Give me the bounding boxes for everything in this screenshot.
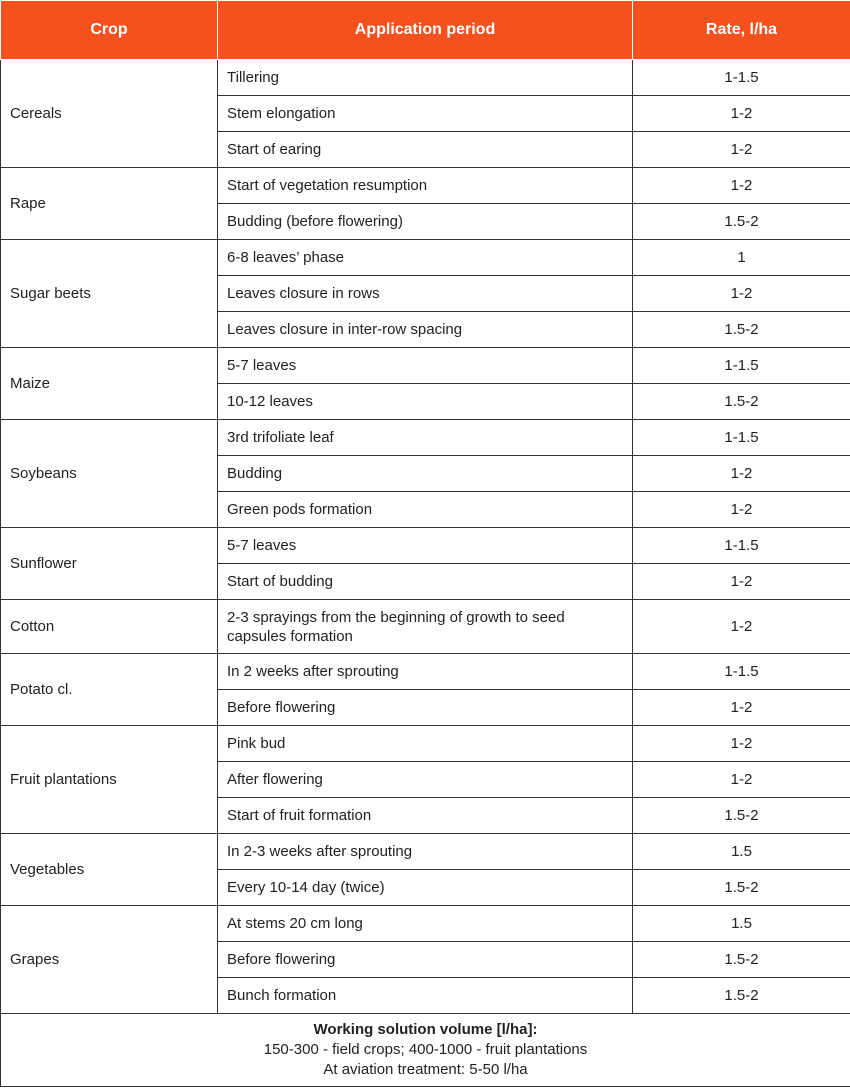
rate-cell: 1.5-2 <box>633 978 850 1014</box>
rate-cell: 1.5 <box>633 834 850 870</box>
footer-line-aviation: At aviation treatment: 5-50 l/ha <box>323 1061 528 1078</box>
header-rate: Rate, l/ha <box>633 1 850 60</box>
table-row <box>1 654 850 690</box>
application-period-cell: 3rd trifoliate leaf <box>218 420 633 456</box>
application-period-cell: At stems 20 cm long <box>218 906 633 942</box>
application-period-cell: Bunch formation <box>218 978 633 1014</box>
application-period-cell: Start of budding <box>218 564 633 600</box>
application-period-cell: 6-8 leaves’ phase <box>218 240 633 276</box>
application-period-cell: In 2 weeks after sprouting <box>218 654 633 690</box>
crop-cell: Maize <box>1 348 218 420</box>
rate-cell: 1.5-2 <box>633 384 850 420</box>
table-row <box>1 834 850 870</box>
application-period-cell: Leaves closure in inter-row spacing <box>218 312 633 348</box>
crop-cell: Rape <box>1 168 218 240</box>
rate-cell: 1.5-2 <box>633 942 850 978</box>
rate-cell: 1 <box>633 240 850 276</box>
table-row <box>1 906 850 942</box>
application-period-cell: Every 10-14 day (twice) <box>218 870 633 906</box>
crop-cell: Potato cl. <box>1 654 218 726</box>
rate-cell: 1-2 <box>633 276 850 312</box>
rate-cell: 1.5-2 <box>633 204 850 240</box>
crop-cell: Cotton <box>1 600 218 654</box>
header-crop: Crop <box>1 1 218 60</box>
rate-cell: 1.5-2 <box>633 870 850 906</box>
application-period-cell: Green pods formation <box>218 492 633 528</box>
rate-cell: 1-1.5 <box>633 348 850 384</box>
rate-cell: 1-1.5 <box>633 420 850 456</box>
header-application-period: Application period <box>218 1 633 60</box>
table-row <box>1 726 850 762</box>
rate-cell: 1-2 <box>633 96 850 132</box>
table-header-row <box>1 1 850 60</box>
application-period-cell: Before flowering <box>218 942 633 978</box>
application-period-cell: 10-12 leaves <box>218 384 633 420</box>
application-period-cell: 2-3 sprayings from the beginning of growth to seed capsules formation <box>218 600 633 654</box>
table-row <box>1 240 850 276</box>
application-period-cell: Budding <box>218 456 633 492</box>
crop-cell: Soybeans <box>1 420 218 528</box>
table-row <box>1 60 850 96</box>
application-period-cell: Start of vegetation resumption <box>218 168 633 204</box>
footer-row <box>1 1014 850 1087</box>
table-row <box>1 348 850 384</box>
application-period-cell: Tillering <box>218 60 633 96</box>
table-row <box>1 600 850 654</box>
rate-cell: 1.5-2 <box>633 312 850 348</box>
crop-cell: Sugar beets <box>1 240 218 348</box>
rate-cell: 1-2 <box>633 726 850 762</box>
application-period-cell: Start of earing <box>218 132 633 168</box>
crop-cell: Vegetables <box>1 834 218 906</box>
application-period-cell: Leaves closure in rows <box>218 276 633 312</box>
rate-cell: 1-2 <box>633 762 850 798</box>
rate-cell: 1-2 <box>633 132 850 168</box>
rate-cell: 1-1.5 <box>633 654 850 690</box>
rate-cell: 1.5-2 <box>633 798 850 834</box>
table-row <box>1 168 850 204</box>
rate-cell: 1-2 <box>633 168 850 204</box>
rate-cell: 1-2 <box>633 564 850 600</box>
rate-cell: 1-2 <box>633 456 850 492</box>
footer-line-field-crops: 150-300 - field crops; 400-1000 - fruit plantations <box>263 1041 588 1058</box>
table-row <box>1 420 850 456</box>
application-period-cell: In 2-3 weeks after sprouting <box>218 834 633 870</box>
crop-cell: Grapes <box>1 906 218 1014</box>
footer-title: Working solution volume [l/ha]: <box>313 1021 538 1038</box>
application-period-cell: Start of fruit formation <box>218 798 633 834</box>
crop-cell: Fruit plantations <box>1 726 218 834</box>
application-period-cell: Budding (before flowering) <box>218 204 633 240</box>
working-solution-note <box>1 1014 850 1087</box>
application-period-cell: After flowering <box>218 762 633 798</box>
rate-cell: 1-2 <box>633 492 850 528</box>
rate-cell: 1.5 <box>633 906 850 942</box>
table-body <box>1 60 850 1014</box>
crop-cell: Cereals <box>1 60 218 168</box>
table-row <box>1 528 850 564</box>
rate-cell: 1-2 <box>633 600 850 654</box>
application-period-cell: 5-7 leaves <box>218 348 633 384</box>
application-period-cell: Before flowering <box>218 690 633 726</box>
rate-cell: 1-1.5 <box>633 528 850 564</box>
crop-cell: Sunflower <box>1 528 218 600</box>
rate-cell: 1-2 <box>633 690 850 726</box>
rate-cell: 1-1.5 <box>633 60 850 96</box>
application-period-cell: Pink bud <box>218 726 633 762</box>
application-period-cell: Stem elongation <box>218 96 633 132</box>
application-period-cell: 5-7 leaves <box>218 528 633 564</box>
